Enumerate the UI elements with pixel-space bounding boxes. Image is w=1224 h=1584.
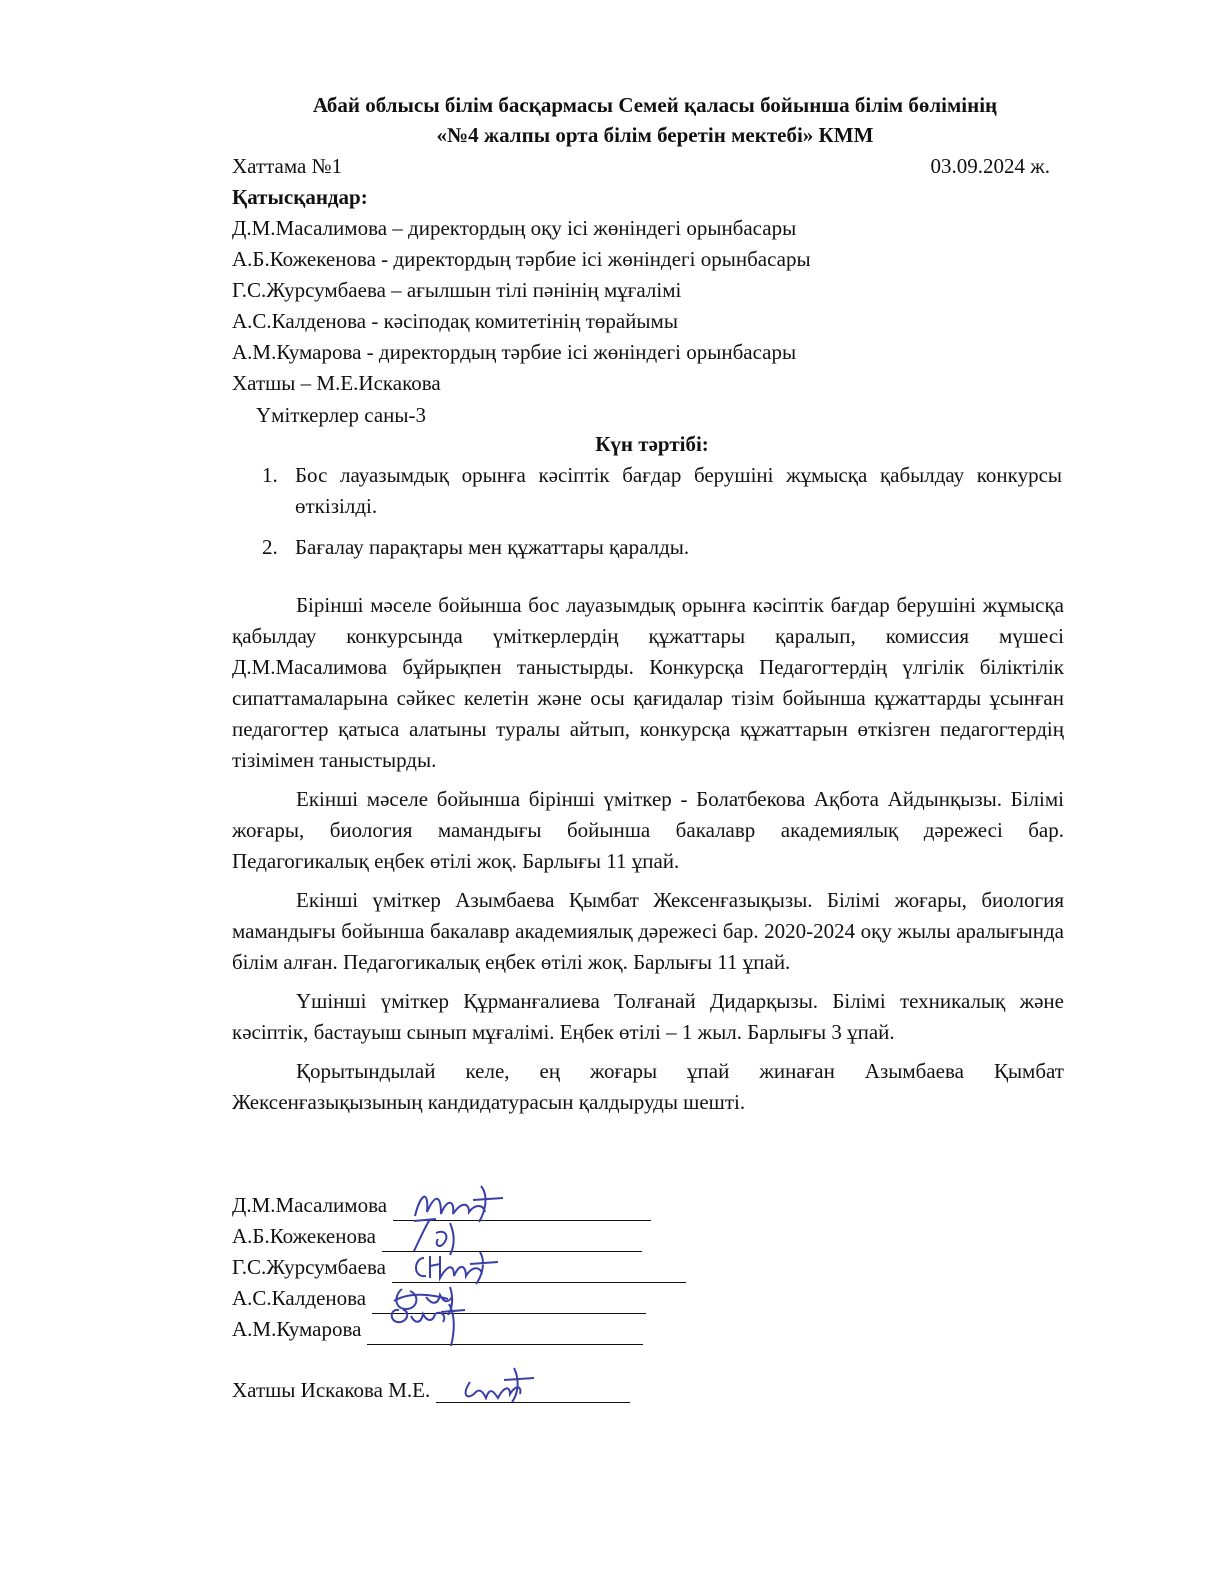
protocol-number: Хаттама №1: [232, 154, 343, 178]
agenda-item-text: Бағалау парақтары мен құжаттары қаралды.: [295, 535, 690, 559]
agenda-item: [262, 532, 1062, 563]
signature-row: [232, 1314, 752, 1345]
agenda-heading: Күн тәртібі:: [595, 432, 709, 456]
agenda-item: [262, 460, 1062, 522]
header-line-1: Абай облысы білім басқармасы Семей қаласы бойынша білім бөлімінің: [312, 93, 998, 117]
participants-list: [232, 213, 1072, 399]
signatory-name: Д.М.Масалимова: [232, 1193, 388, 1217]
body-paragraph: Екінші мәселе бойынша бірінші үміткер - Болатбекова Ақбота Айдынқызы. Білімі жоғары, биология мамандығы бойынша бакалавр академиялық дәрежесі бар. Педагогикалық еңбек өтілі жоқ. Барлығы 11 ұпай.: [232, 787, 1064, 873]
document-header: [200, 90, 1110, 150]
participant-item: А.М.Кумарова - директордың тәрбие ісі жөніндегі орынбасары: [232, 340, 797, 364]
signatory-name: Г.С.Журсумбаева: [232, 1255, 386, 1279]
participant-item: А.С.Калденова - кәсіподақ комитетінің төрайымы: [232, 309, 678, 333]
body-paragraph: Үшінші үміткер Құрманғалиева Толғанай Дидарқызы. Білімі техникалық және кәсіптік, бастауыш сынып мұғалімі. Еңбек өтілі – 1 жыл. Барлығы 3 ұпай.: [232, 989, 1064, 1044]
signatory-name: А.М.Кумарова: [232, 1317, 362, 1341]
signatory-name: А.Б.Кожекенова: [232, 1224, 376, 1248]
handwritten-signature: [454, 1364, 564, 1408]
participant-item: Хатшы – М.Е.Искакова: [232, 371, 441, 395]
signatory-name: А.С.Калденова: [232, 1286, 367, 1310]
secretary-signature-row: [232, 1378, 630, 1403]
candidates-count: Үміткерлер саны-3: [256, 403, 426, 427]
body-paragraph: Екінші үміткер Азымбаева Қымбат Жексенғазықызы. Білімі жоғары, биология мамандығы бойынша бакалавр академиялық дәрежесі бар. 2020-2024 оқу жылы аралығында білім алған. Педагогикалық еңбек өтілі жоқ. Барлығы 11 ұпай.: [232, 888, 1064, 974]
participant-item: Д.М.Масалимова – директордың оқу ісі жөніндегі орынбасары: [232, 216, 797, 240]
body-paragraph: Бірінші мәселе бойынша бос лауазымдық орынға кәсіптік бағдар берушіні жұмысқа қабылдау конкурсында үміткерлердің құжаттары қаралып, комиссия мүшесі Д.М.Масалимова бұйрықпен таныстырды. Конкурсқа Педагогтердің үлгілік біліктілік сипаттамаларына сәйкес келетін және осы қағидалар тізім бойынша құжаттарды ұсынған педагогтер қатыса алатыны туралы айтып, конкурсқа құжаттарын өткізген педагогтердің тізімімен таныстырды.: [232, 593, 1064, 772]
agenda-item-text: Бос лауазымдық орынға кәсіптік бағдар берушіні жұмысқа қабылдау конкурсы өткізілді.: [295, 463, 1062, 518]
signature-line: [436, 1382, 630, 1403]
participant-item: Г.С.Журсумбаева – ағылшын тілі пәнінің мұғалімі: [232, 278, 682, 302]
agenda-item-number: 1.: [262, 463, 278, 487]
protocol-body: [232, 590, 1064, 1126]
protocol-meta: [232, 151, 1050, 181]
participants-heading: Қатысқандар:: [232, 185, 368, 209]
body-paragraph: Қорытындылай келе, ең жоғары ұпай жинаған Азымбаева Қымбат Жексенғазықызының кандидатурасын қалдыруды шешті.: [232, 1059, 1064, 1114]
handwritten-signature: [385, 1290, 495, 1350]
agenda-list: [262, 460, 1062, 573]
protocol-date: 03.09.2024 ж.: [930, 154, 1050, 178]
participant-item: А.Б.Кожекенова - директордың тәрбие ісі жөніндегі орынбасары: [232, 247, 811, 271]
signature-block: [232, 1190, 752, 1345]
signature-line: [367, 1324, 643, 1345]
secretary-name: Хатшы Искакова М.Е.: [232, 1378, 431, 1402]
header-line-2: «№4 жалпы орта білім беретін мектебі» КММ: [436, 123, 874, 147]
agenda-item-number: 2.: [262, 535, 278, 559]
